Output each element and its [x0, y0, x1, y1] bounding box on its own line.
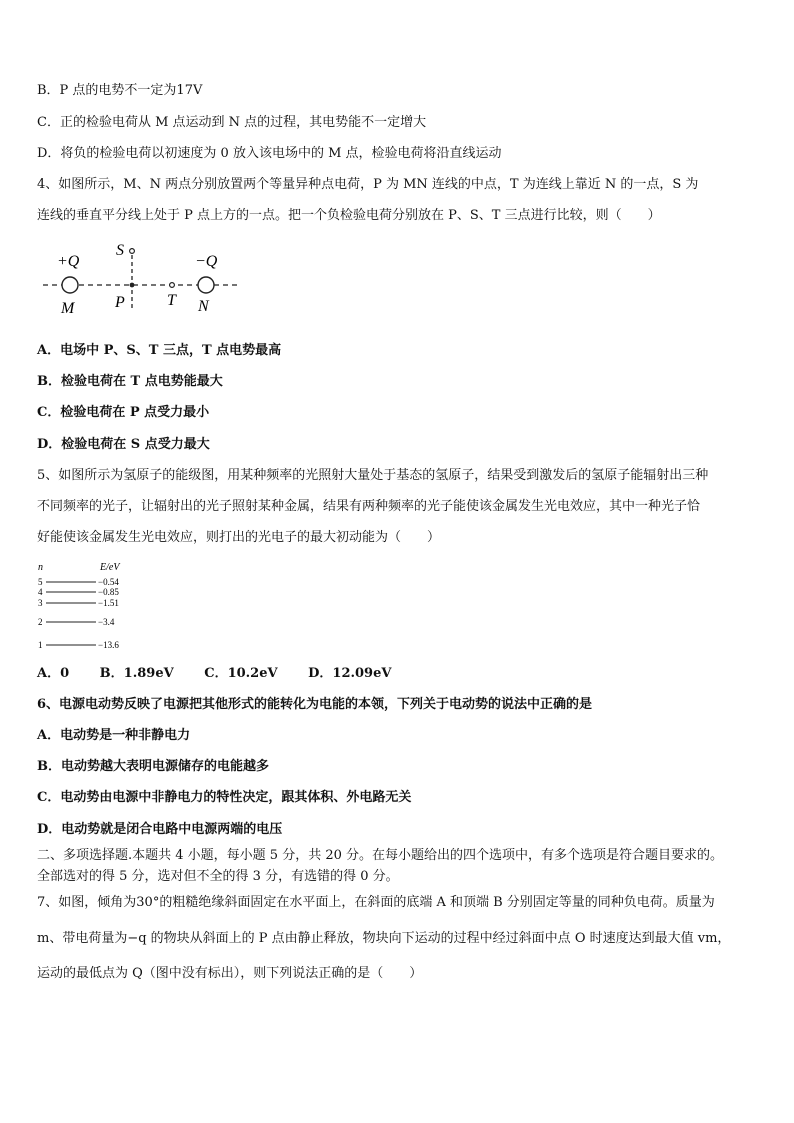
q5-options — [37, 666, 417, 682]
fig4-label-minus-q: −Q — [195, 253, 218, 270]
q6-option-c: C．电动势由电源中非静电力的特性决定，跟其体积、外电路无关 — [37, 790, 412, 805]
fig4-point-s — [130, 249, 135, 254]
q4-stem-line2: 连线的垂直平分线上处于 P 点上方的一点。把一个负检验电荷分别放在 P、S、T 三点进行比较，则（ ） — [37, 208, 661, 223]
svg-text:−13.6: −13.6 — [98, 640, 119, 650]
line-q3-option-d: D．将负的检验电荷以初速度为 0 放入该电场中的 M 点，检验电荷将沿直线运动 — [37, 146, 502, 161]
q4-option-b: B．检验电荷在 T 点电势能最大 — [37, 374, 223, 389]
q7-stem-line3: 运动的最低点为 Q（图中没有标出），则下列说法正确的是（ ） — [37, 966, 423, 981]
svg-text:2: 2 — [38, 617, 43, 627]
svg-text:5: 5 — [38, 577, 43, 587]
fig4-label-t: T — [167, 292, 176, 309]
q4-option-a: A．电场中 P、S、T 三点，T 点电势最高 — [37, 343, 282, 358]
q6-option-a: A．电动势是一种非静电力 — [37, 728, 191, 743]
fig4-point-t — [170, 283, 175, 288]
fig5-n-label: n — [38, 562, 43, 573]
svg-text:−0.54: −0.54 — [98, 577, 119, 587]
q4-option-d: D．检验电荷在 S 点受力最大 — [37, 437, 210, 452]
fig5-level-1 — [38, 640, 119, 650]
q7-stem-line2: m、带电荷量为−q 的物块从斜面上的 P 点由静止释放，物块向下运动的过程中经过斜面中点 O 时速度达到最大值 vm， — [37, 931, 731, 946]
svg-text:1: 1 — [38, 640, 43, 650]
fig5-level-2 — [38, 617, 115, 627]
q5-option-b: B．1.89eV — [99, 666, 174, 681]
fig5-level-3 — [38, 598, 119, 608]
fig5-level-5 — [38, 577, 119, 587]
svg-text:3: 3 — [38, 598, 43, 608]
fig4-label-p: P — [115, 294, 125, 311]
fig4-point-p — [130, 283, 135, 288]
fig4-charge-n — [198, 277, 214, 293]
q5-stem-line2: 不同频率的光子，让辐射出的光子照射某种金属，结果有两种频率的光子能使该金属发生光电效应，其中一种光子恰 — [37, 499, 701, 514]
fig4-charges-diagram — [35, 236, 265, 326]
q5-stem-line1: 5、如图所示为氢原子的能级图，用某种频率的光照射大量处于基态的氢原子，结果受到激发后的氢原子能辐射出三种 — [37, 468, 709, 483]
section2-heading-line1: 二、多项选择题.本题共 4 小题，每小题 5 分，共 20 分。在每小题给出的四个选项中，有多个选项是符合题目要求的。 — [37, 848, 724, 863]
line-q3-option-b: B．P 点的电势不一定为17V — [37, 83, 203, 98]
fig4-label-s: S — [116, 242, 124, 259]
fig5-level-4 — [38, 587, 119, 597]
q5-option-d: D．12.09eV — [308, 666, 392, 681]
q4-stem-line1: 4、如图所示，M、N 两点分别放置两个等量异种点电荷，P 为 MN 连线的中点，T 为连线上靠近 N 的一点，S 为 — [37, 177, 699, 192]
fig4-label-n: N — [198, 298, 209, 315]
svg-text:4: 4 — [38, 587, 43, 597]
fig4-charge-m — [62, 277, 78, 293]
q5-stem-line3: 好能使该金属发生光电效应，则打出的光电子的最大初动能为（ ） — [37, 530, 441, 545]
svg-text:−3.4: −3.4 — [98, 617, 115, 627]
q5-option-c: C．10.2eV — [204, 666, 278, 681]
line-q3-option-c: C．正的检验电荷从 M 点运动到 N 点的过程，其电势能不一定增大 — [37, 115, 427, 130]
fig4-label-m: M — [61, 300, 75, 317]
section2-heading-line2: 全部选对的得 5 分，选对但不全的得 3 分，有选错的得 0 分。 — [37, 869, 399, 884]
fig5-e-label: E/eV — [100, 562, 120, 573]
svg-text:−0.85: −0.85 — [98, 587, 119, 597]
q6-stem: 6、电源电动势反映了电源把其他形式的能转化为电能的本领，下列关于电动势的说法中正确的是 — [37, 697, 593, 712]
fig5-energy-level-diagram — [32, 559, 142, 655]
q6-option-d: D．电动势就是闭合电路中电源两端的电压 — [37, 822, 283, 837]
svg-text:−1.51: −1.51 — [98, 598, 119, 608]
q6-option-b: B．电动势越大表明电源储存的电能越多 — [37, 759, 269, 774]
q7-stem-line1: 7、如图，倾角为30°的粗糙绝缘斜面固定在水平面上，在斜面的底端 A 和顶端 B 分别固定等量的同种负电荷。质量为 — [37, 895, 715, 910]
q5-option-a: A．0 — [37, 666, 70, 681]
q4-option-c: C．检验电荷在 P 点受力最小 — [37, 405, 210, 420]
fig4-label-plus-q: +Q — [57, 253, 80, 270]
